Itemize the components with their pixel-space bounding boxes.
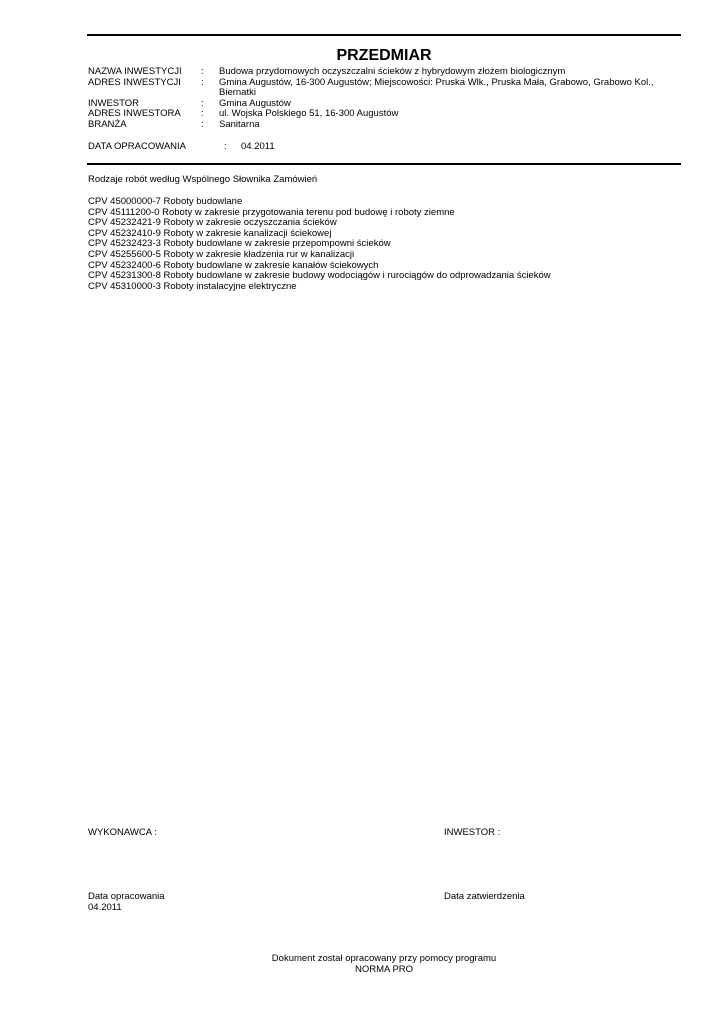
cpv-list xyxy=(88,197,551,292)
footer-note xyxy=(87,954,681,975)
preparation-date-value: 04.2011 xyxy=(241,141,275,152)
preparation-date-row xyxy=(88,142,275,153)
field-separator: : xyxy=(201,108,204,120)
field-separator: : xyxy=(201,97,204,109)
cpv-item: CPV 45231300-8 Roboty budowlane w zakresie budowy wodociągów i rurociągów do odprowadzania ścieków xyxy=(88,270,551,282)
prepared-date-label: Data opracowania xyxy=(88,891,165,902)
prepared-date-value: 04.2011 xyxy=(88,902,122,913)
field-value: Sanitarna xyxy=(219,118,260,130)
field-label: NAZWA INWESTYCJI xyxy=(88,66,182,77)
cpv-item: CPV 45255600-5 Roboty w zakresie kładzenia rur w kanalizacji xyxy=(88,248,355,260)
cpv-item: CPV 45232410-9 Roboty w zakresie kanalizacji ściekowej xyxy=(88,227,332,239)
field-label: INWESTOR xyxy=(88,97,140,109)
field-separator: : xyxy=(201,66,204,77)
cpv-item: CPV 45000000-7 Roboty budowlane xyxy=(88,196,243,207)
cpv-intro-text: Rodzaje robót według Wspólnego Słownika Zamówień xyxy=(88,174,318,185)
field-separator: : xyxy=(201,76,204,88)
field-value: ul. Wojska Polskiego 51, 16-300 Augustów xyxy=(219,108,399,120)
field-row-industry xyxy=(88,120,682,131)
footer-line: Dokument został opracowany przy pomocy programu xyxy=(271,953,497,964)
field-label: ADRES INWESTORA xyxy=(88,108,181,120)
document-title: PRZEDMIAR xyxy=(336,47,432,64)
field-separator: : xyxy=(224,141,227,152)
contractor-label: WYKONAWCA : xyxy=(88,827,157,838)
cpv-item: CPV 45232421-9 Roboty w zakresie oczyszczania ścieków xyxy=(88,217,337,229)
section-rule xyxy=(87,163,681,165)
investor-label: INWESTOR : xyxy=(444,827,501,838)
cpv-item: CPV 45310000-3 Roboty instalacyjne elektryczne xyxy=(88,280,297,292)
field-row-investor-address xyxy=(88,109,682,120)
project-info-block xyxy=(88,67,682,131)
field-value: Budowa przydomowych oczyszczalni ścieków z hybrydowym złożem biologicznym xyxy=(219,66,566,77)
field-label: BRANŻA xyxy=(88,118,127,130)
cpv-item: CPV 45111200-0 Roboty w zakresie przygotowania terenu pod budowę i roboty ziemne xyxy=(88,206,455,218)
top-rule xyxy=(87,34,681,36)
field-value: Gmina Augustów, 16-300 Augustów; Miejscowości: Pruska Wlk., Pruska Mała, Grabowo, Grabowo Kol., Biernatki xyxy=(219,76,654,99)
field-separator: : xyxy=(201,118,204,130)
footer-program-name: NORMA PRO xyxy=(354,963,414,975)
approval-date-label: Data zatwierdzenia xyxy=(444,891,525,902)
cpv-item: CPV 45232400-6 Roboty budowlane w zakresie kanałów ściekowych xyxy=(88,259,379,271)
field-label: ADRES INWESTYCJI xyxy=(88,76,181,88)
cpv-item: CPV 45232423-3 Roboty budowlane w zakresie przepompowni ścieków xyxy=(88,238,391,250)
preparation-date-label: DATA OPRACOWANIA xyxy=(88,141,187,152)
field-row-investment-address xyxy=(88,78,682,99)
field-row-investment-name xyxy=(88,67,682,78)
field-value: Gmina Augustów xyxy=(219,97,291,109)
